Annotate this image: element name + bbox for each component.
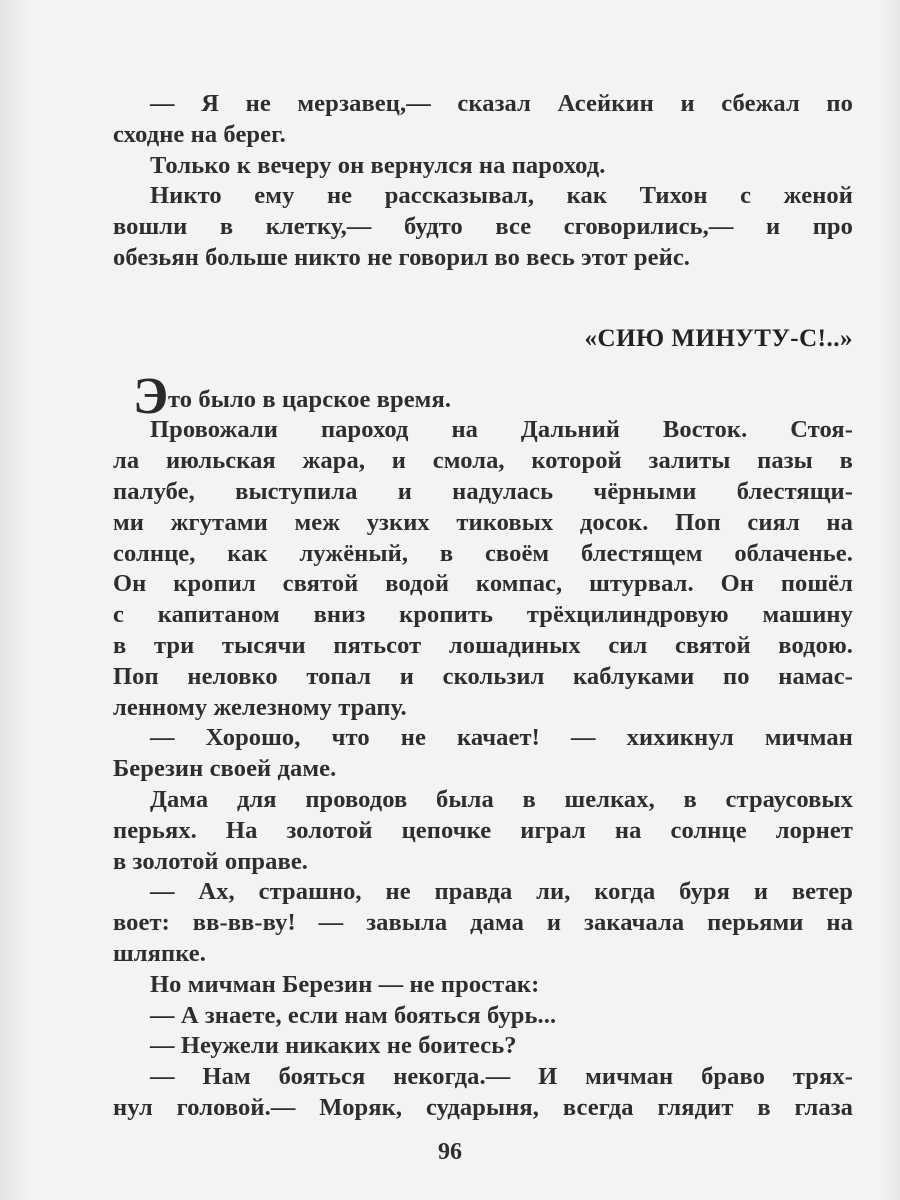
page-number: 96 <box>438 1139 462 1165</box>
paragraph <box>113 1001 853 1032</box>
paragraph <box>113 151 853 182</box>
text-column <box>113 89 853 1124</box>
text-line: ми жгутами меж узких тиковых досок. Поп сиял на <box>113 508 853 536</box>
paragraph <box>113 723 853 785</box>
text-line: — Нам бояться некогда.— И мичман браво трях- <box>150 1063 853 1091</box>
paragraph <box>113 970 853 1001</box>
paragraph <box>113 181 853 273</box>
text-line: — Неужели никаких не боитесь? <box>150 1032 517 1060</box>
text-line: — Ах, страшно, не правда ли, когда буря и ветер <box>150 878 853 906</box>
text-line: шляпке. <box>113 939 207 967</box>
text-line-content: то было в царское время. <box>168 385 452 413</box>
text-line: ла июльская жара, и смола, которой залиты пазы в <box>113 447 853 475</box>
text-line: Поп неловко топал и скользил каблуками по намас- <box>113 662 853 690</box>
text-line: Провожали пароход на Дальний Восток. Стоя- <box>150 416 853 444</box>
text-line: Никто ему не рассказывал, как Тихон с женой <box>150 182 853 210</box>
text-line: в три тысячи пятьсот лошадиных сил святой водою. <box>113 631 853 659</box>
text-line: палубе, выступила и надулась чёрными блестящи- <box>113 477 853 505</box>
text-line: Он кропил святой водой компас, штурвал. Он пошёл <box>113 570 853 598</box>
text-line: Дама для проводов была в шелках, в страусовых <box>150 785 853 813</box>
text-line: вошли в клетку,— будто все сговорились,— и про <box>113 213 853 241</box>
text-line: в золотой оправе. <box>113 847 309 875</box>
chapter-heading: «СИЮ МИНУТУ-С!..» <box>584 324 853 352</box>
text-line: перьях. На золотой цепочке играл на солнце лорнет <box>113 816 853 844</box>
text-line: нул головой.— Моряк, сударыня, всегда глядит в глаза <box>113 1093 853 1121</box>
text-line: солнце, как лужёный, в своём блестящем облаченье. <box>113 539 853 567</box>
text-line: с капитаном вниз кропить трёхцилиндровую машину <box>113 601 853 629</box>
text-line: — А знаете, если нам бояться бурь... <box>150 1001 557 1029</box>
text-line: сходне на берег. <box>113 120 286 148</box>
text-line: — Хорошо, что не качает! — хихикнул мичман <box>150 724 853 752</box>
drop-cap: Э <box>133 367 169 425</box>
paragraph <box>113 785 853 877</box>
text-line: Но мичман Березин — не простак: <box>150 970 540 998</box>
paragraph <box>113 415 853 723</box>
text-line: Березин своей даме. <box>113 755 337 783</box>
paragraph <box>113 1062 853 1124</box>
text-line: воет: вв-вв-ву! — завыла дама и закачала перьями на <box>113 909 853 937</box>
text-line: обезьян больше никто не говорил во весь этот рейс. <box>113 243 691 271</box>
paragraph <box>113 1031 853 1062</box>
text-line <box>113 367 853 425</box>
text-line: — Я не мерзавец,— сказал Асейкин и сбежал по <box>150 90 853 117</box>
paragraph <box>113 367 853 425</box>
text-line: ленному железному трапу. <box>113 693 407 721</box>
paragraph <box>113 89 853 151</box>
text-line: Только к вечеру он вернулся на пароход. <box>150 151 606 179</box>
paragraph <box>113 877 853 969</box>
